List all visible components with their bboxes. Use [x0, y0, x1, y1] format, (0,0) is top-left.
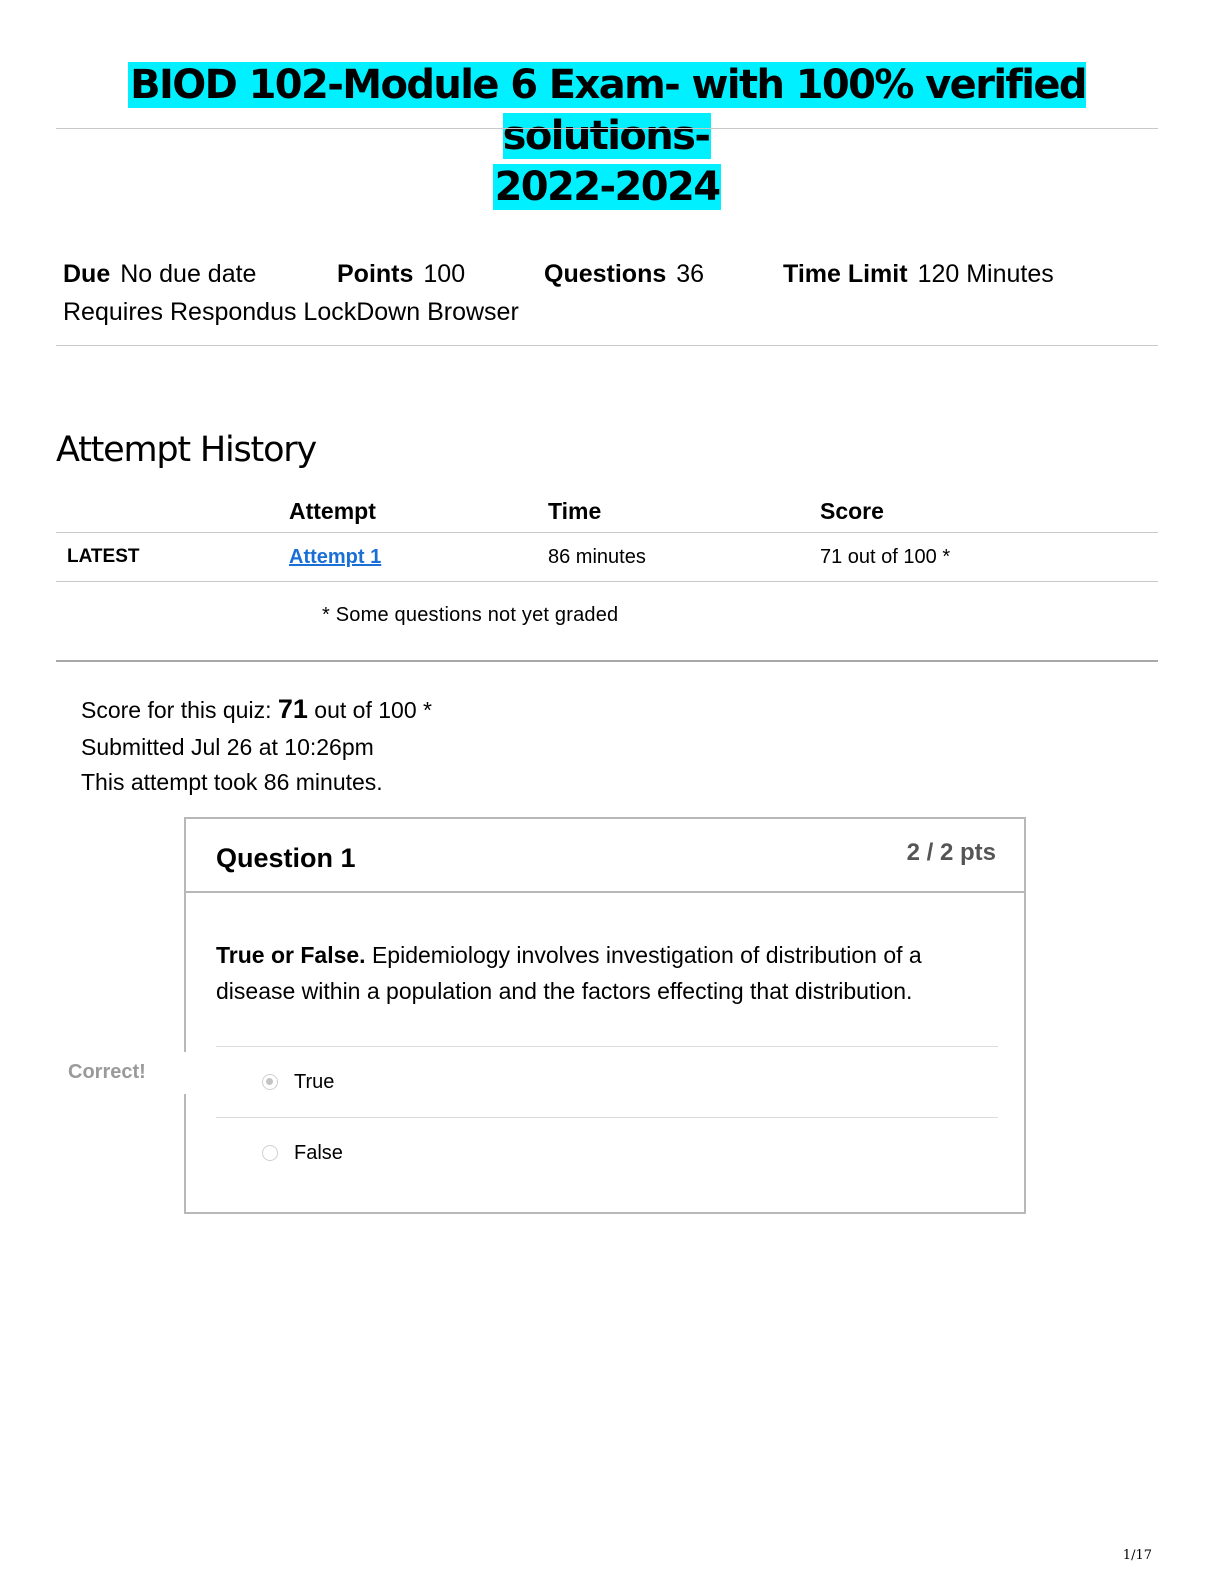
meta-divider [56, 345, 1158, 346]
question-points: 2 / 2 pts [906, 839, 996, 866]
column-header-attempt: Attempt [289, 498, 376, 524]
history-divider [56, 660, 1158, 662]
latest-badge: LATEST [67, 546, 140, 567]
question-prompt-text: Epidemiology involves investigation of distribution of a disease within a population and the factors effecting that distribution. [216, 942, 922, 1004]
attempt-history-heading: Attempt History [56, 430, 316, 470]
questions-value: 36 [676, 260, 705, 288]
due-label: Due [63, 260, 111, 288]
time-limit-value: 120 Minutes [917, 260, 1054, 288]
title-divider [56, 128, 1158, 129]
answer-divider [216, 1046, 998, 1047]
table-row-divider [56, 581, 1158, 582]
due-value: No due date [120, 260, 257, 288]
attempt-time: 86 minutes [548, 546, 646, 568]
page-number: 1/17 [1122, 1548, 1152, 1563]
table-header-divider [56, 532, 1158, 533]
column-header-score: Score [820, 498, 884, 524]
points-info [337, 258, 465, 290]
questions-info [544, 258, 704, 290]
answer-divider [216, 1117, 998, 1118]
question-title: Question 1 [216, 843, 356, 873]
question-header [186, 819, 1024, 893]
time-limit-info [783, 258, 1054, 290]
question-card [184, 817, 1026, 1214]
due-info [63, 258, 256, 290]
attempt-1-link[interactable]: Attempt 1 [289, 546, 382, 568]
score-value: 71 [277, 694, 308, 724]
card-border-gap [180, 1052, 190, 1094]
score-prefix: Score for this quiz: [81, 697, 272, 723]
answer-true-radio[interactable] [262, 1074, 278, 1090]
answer-false-label[interactable]: False [294, 1142, 343, 1164]
correct-indicator: Correct! [68, 1061, 146, 1083]
document-title [56, 60, 1158, 213]
points-label: Points [337, 260, 414, 288]
answer-true-label[interactable]: True [294, 1071, 335, 1093]
question-prompt [216, 937, 976, 1009]
submitted-time: Submitted Jul 26 at 10:26pm [81, 734, 374, 760]
column-header-time: Time [548, 498, 602, 524]
attempt-duration: This attempt took 86 minutes. [81, 769, 383, 795]
lockdown-note: Requires Respondus LockDown Browser [63, 298, 519, 326]
title-line-2: 2022-2024 [494, 164, 720, 210]
question-prompt-bold: True or False. [216, 942, 366, 968]
time-limit-label: Time Limit [783, 260, 908, 288]
questions-label: Questions [544, 260, 667, 288]
points-value: 100 [423, 260, 466, 288]
attempt-score: 71 out of 100 * [820, 546, 951, 568]
answer-false-radio[interactable] [262, 1145, 278, 1161]
grading-footnote: * Some questions not yet graded [322, 604, 619, 626]
score-suffix: out of 100 * [314, 697, 432, 723]
title-line-1: BIOD 102-Module 6 Exam- with 100% verified solutions- [130, 62, 1086, 159]
quiz-score [81, 694, 432, 725]
